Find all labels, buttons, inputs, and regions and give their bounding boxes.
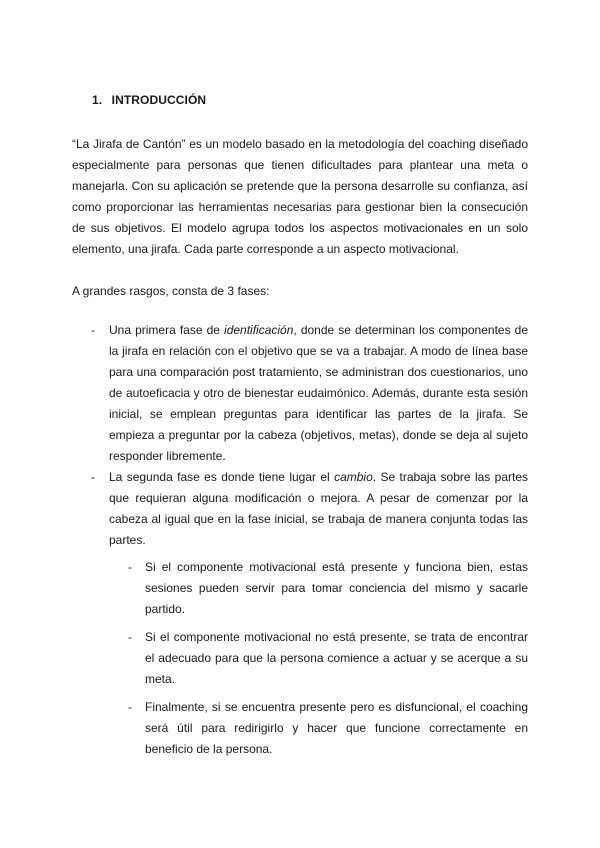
phase-1-emphasis: identificación: [224, 323, 294, 337]
bullet-dash: -: [91, 323, 95, 337]
sub-item-text: Finalmente, si se encuentra presente pero es disfuncional, el coaching será útil para redirigirlo y hacer que funcione correctamente en beneficio de la persona.: [145, 700, 528, 756]
sub-list-item: [109, 697, 528, 760]
phase-1-text-before: Una primera fase de: [109, 323, 225, 337]
phase-2-text-after: . Se trabaja sobre las partes que requieran alguna modificación o mejora. A pesar de comenzar por la cabeza al igual que en la fase inicial, se trabaja de manera conjunta todas las partes.: [109, 470, 528, 547]
bullet-dash: -: [128, 700, 132, 714]
sub-item-text: Si el componente motivacional no está presente, se trata de encontrar el adecuado para que la persona comience a actuar y se acerque a su meta.: [145, 630, 528, 686]
phase-2-emphasis: cambio: [334, 470, 373, 484]
phase-1-item: [72, 320, 528, 467]
sub-list-item: [109, 627, 528, 690]
phase-1-text-after: , donde se determinan los componentes de la jirafa en relación con el objetivo que se va a trabajar. A modo de línea base para una comparación post tratamiento, se administran dos cuestionarios, uno de autoeficacia y otro de bienestar eudaimónico. Además, durante esta sesión inicial, se emplean preguntas para identificar las partes de la jirafa. Se empieza a preguntar por la cabeza (objetivos, metas), donde se deja al sujeto responder libremente.: [109, 323, 529, 463]
bullet-dash: -: [128, 630, 132, 644]
section-title: INTRODUCCIÓN: [111, 93, 207, 107]
phase-2-item: [72, 467, 528, 760]
bullet-dash: -: [128, 560, 132, 574]
intro-paragraph: “La Jirafa de Cantón” es un modelo basado en la metodología del coaching diseñado especialmente para personas que tienen dificultades para plantear una meta o manejarla. Con su aplicación se pretende que la persona desarrolle su confianza, así como proporcionar las herramientas necesarias para gestionar bien la consecución de sus objetivos. El modelo agrupa todos los aspectos motivacionales en un solo elemento, una jirafa. Cada parte corresponde a un aspecto motivacional.: [72, 137, 528, 256]
phases-list: [72, 320, 528, 767]
sub-item-text: Si el componente motivacional está presente y funciona bien, estas sesiones pueden servir para tomar conciencia del mismo y sacarle partido.: [145, 560, 528, 616]
phases-lead-paragraph: A grandes rasgos, consta de 3 fases:: [72, 284, 270, 298]
section-heading: [92, 93, 206, 107]
phase-2-sublist: [109, 557, 528, 760]
phase-2-text-before: La segunda fase es donde tiene lugar el: [109, 470, 335, 484]
sub-list-item: [109, 557, 528, 620]
section-number: 1.: [92, 93, 103, 107]
bullet-dash: -: [91, 470, 95, 484]
